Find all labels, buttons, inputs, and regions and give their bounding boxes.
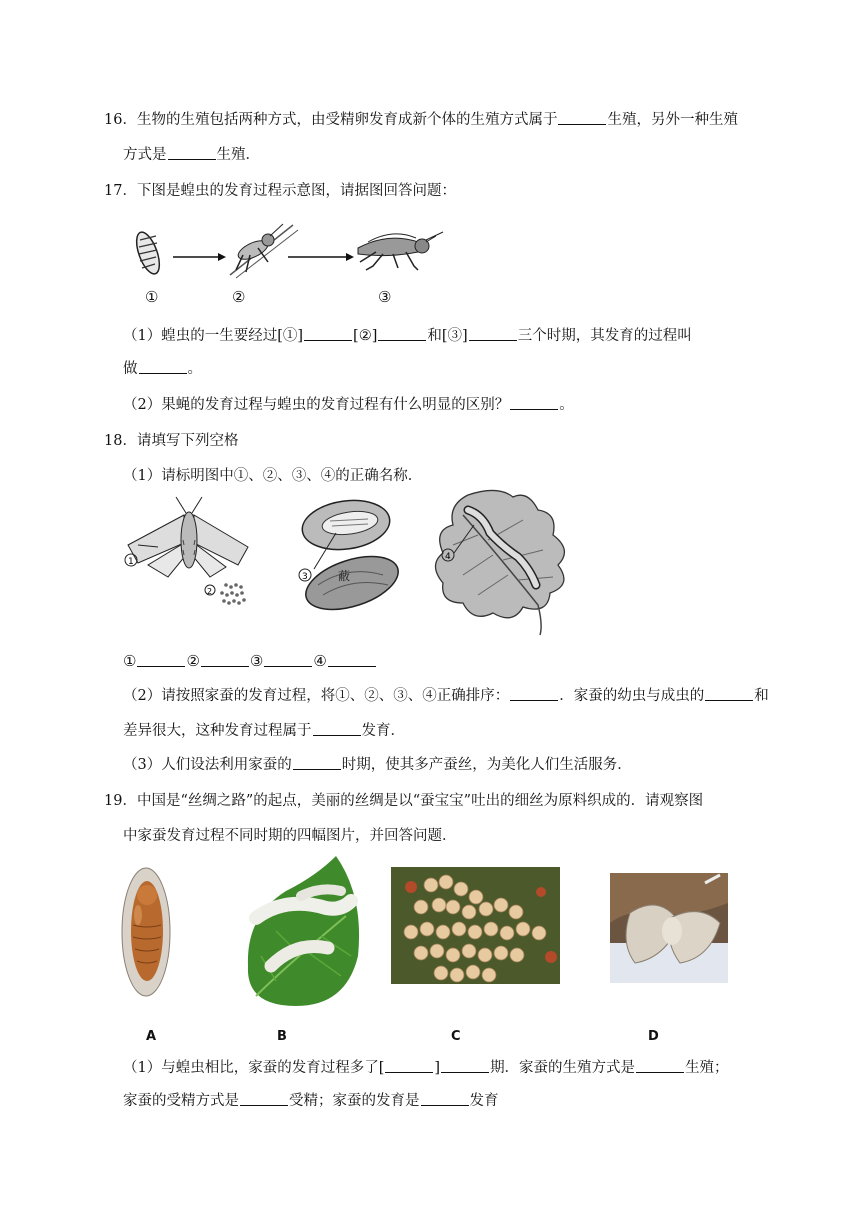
photo-caption: C [451, 1029, 461, 1044]
answer-blank[interactable] [636, 1058, 684, 1073]
q18-text: 时期，使其多产蚕丝，为美化人们生活服务． [341, 757, 632, 773]
q17-title: 17．下图是蝗虫的发育过程示意图，请据图回答问题： [104, 183, 456, 199]
answer-blank[interactable] [304, 326, 352, 341]
silkworm-cocoon-illustration [299, 495, 405, 620]
photo-caption: A [146, 1029, 157, 1044]
answer-blank[interactable] [510, 395, 558, 410]
q16-line-2 [123, 145, 260, 165]
answer-label: ① [123, 652, 137, 670]
q18-text: ．家蚕的幼虫与成虫的 [559, 688, 705, 704]
photo-caption: D [648, 1029, 659, 1044]
silkworm-eggs-photo [391, 867, 560, 984]
silkworm-pupa-photo [120, 865, 172, 1000]
photo-caption: B [277, 1029, 287, 1044]
silkworm-moth-photo [610, 873, 728, 983]
q19-part-1 [123, 1058, 729, 1078]
q17-text: （2）果蝇的发育过程与蝗虫的发育过程有什么明显的区别？ [123, 397, 510, 413]
svg-text:1: 1 [128, 557, 134, 567]
arrow-icon [173, 253, 226, 261]
q17-text: 三个时期，其发育的过程叫 [517, 328, 692, 344]
q19-text: 受精；家蚕的发育是 [289, 1093, 420, 1109]
q16-text: 16．生物的生殖包括两种方式，由受精卵发育成新个体的生殖方式属于 [104, 112, 558, 128]
answer-blank[interactable] [328, 652, 376, 667]
q17-text: （1）蝗虫的一生要经过[①] [123, 328, 304, 344]
q18-part-1: （1）请标明图中①、②、③、④的正确名称． [123, 468, 423, 484]
answer-blank[interactable] [469, 326, 517, 341]
q19-line-2: 中家蚕发育过程不同时期的四幅图片，并回答问题． [123, 828, 457, 844]
figure-label: ① [145, 288, 159, 306]
silkworm-stages-figure [118, 485, 598, 640]
q16-text: 方式是 [123, 147, 167, 163]
q18-title: 18．请填写下列空格 [104, 433, 239, 449]
figure-label: ② [232, 288, 246, 306]
q19-text: （1）与蝗虫相比，家蚕的发育过程多了[ [123, 1060, 385, 1076]
locust-adult-illustration [358, 232, 443, 270]
answer-blank[interactable] [137, 652, 185, 667]
q19-text: 发育 [469, 1093, 499, 1109]
q18-text: 发育． [361, 723, 405, 739]
svg-text:3: 3 [302, 572, 308, 582]
q17-text: 。 [559, 397, 574, 413]
q18-answer-row [123, 651, 377, 672]
answer-blank[interactable] [385, 1058, 433, 1073]
q16-line-1 [104, 110, 738, 130]
answer-label: ② [186, 652, 200, 670]
q18-text: （3）人们设法利用家蚕的 [123, 757, 292, 773]
q17-text: 和[③] [427, 328, 468, 344]
q18-text: （2）请按照家蚕的发育过程，将①、②、③、④正确排序： [123, 688, 510, 704]
figure-label: ③ [378, 288, 392, 306]
q17-part-1-cont [123, 359, 202, 379]
locust-egg-illustration [132, 229, 164, 277]
mulberry-leaf-larva-illustration [436, 490, 565, 635]
answer-blank[interactable] [139, 359, 187, 374]
silkworm-moth-illustration [125, 497, 248, 577]
answer-blank[interactable] [313, 721, 361, 736]
answer-blank[interactable] [441, 1058, 489, 1073]
answer-blank[interactable] [558, 110, 606, 125]
leaf-character: 蔽 [338, 569, 351, 583]
q17-part-2 [123, 395, 574, 415]
q17-text: [②] [353, 328, 378, 344]
q19-text: 期．家蚕的生殖方式是 [490, 1060, 636, 1076]
locust-development-figure [118, 220, 448, 310]
silkworm-eggs-illustration [205, 583, 246, 605]
answer-label: ④ [313, 652, 327, 670]
answer-blank[interactable] [705, 686, 753, 701]
answer-blank[interactable] [240, 1091, 288, 1106]
q17-part-1 [123, 326, 692, 346]
answer-blank[interactable] [168, 145, 216, 160]
q18-part-3 [123, 755, 632, 775]
q19-text: ] [434, 1060, 441, 1076]
q16-text: 生殖． [216, 147, 260, 163]
answer-blank[interactable] [421, 1091, 469, 1106]
locust-nymph-illustration [230, 224, 298, 278]
answer-blank[interactable] [293, 755, 341, 770]
arrow-icon [288, 253, 354, 261]
answer-blank[interactable] [264, 652, 312, 667]
answer-blank[interactable] [510, 686, 558, 701]
q18-text: 差异很大，这种发育过程属于 [123, 723, 312, 739]
q18-text: 和 [754, 688, 769, 704]
silkworm-larva-photo [246, 856, 364, 1008]
q18-part-2 [123, 686, 769, 706]
svg-text:2: 2 [207, 587, 213, 596]
svg-text:4: 4 [445, 552, 451, 562]
q19-line-1: 19．中国是“丝绸之路”的起点，美丽的丝绸是以“蚕宝宝”吐出的细丝为原料织成的．请观察图 [104, 793, 704, 809]
q18-part-2-cont [123, 721, 405, 741]
q17-text: 。 [187, 361, 202, 377]
q16-text: 生殖，另外一种生殖 [607, 112, 738, 128]
q19-text: 生殖； [685, 1060, 729, 1076]
answer-blank[interactable] [201, 652, 249, 667]
q19-part-1-cont [123, 1091, 499, 1111]
q19-text: 家蚕的受精方式是 [123, 1093, 239, 1109]
q17-text: 做 [123, 361, 138, 377]
answer-label: ③ [249, 652, 264, 670]
answer-blank[interactable] [378, 326, 426, 341]
